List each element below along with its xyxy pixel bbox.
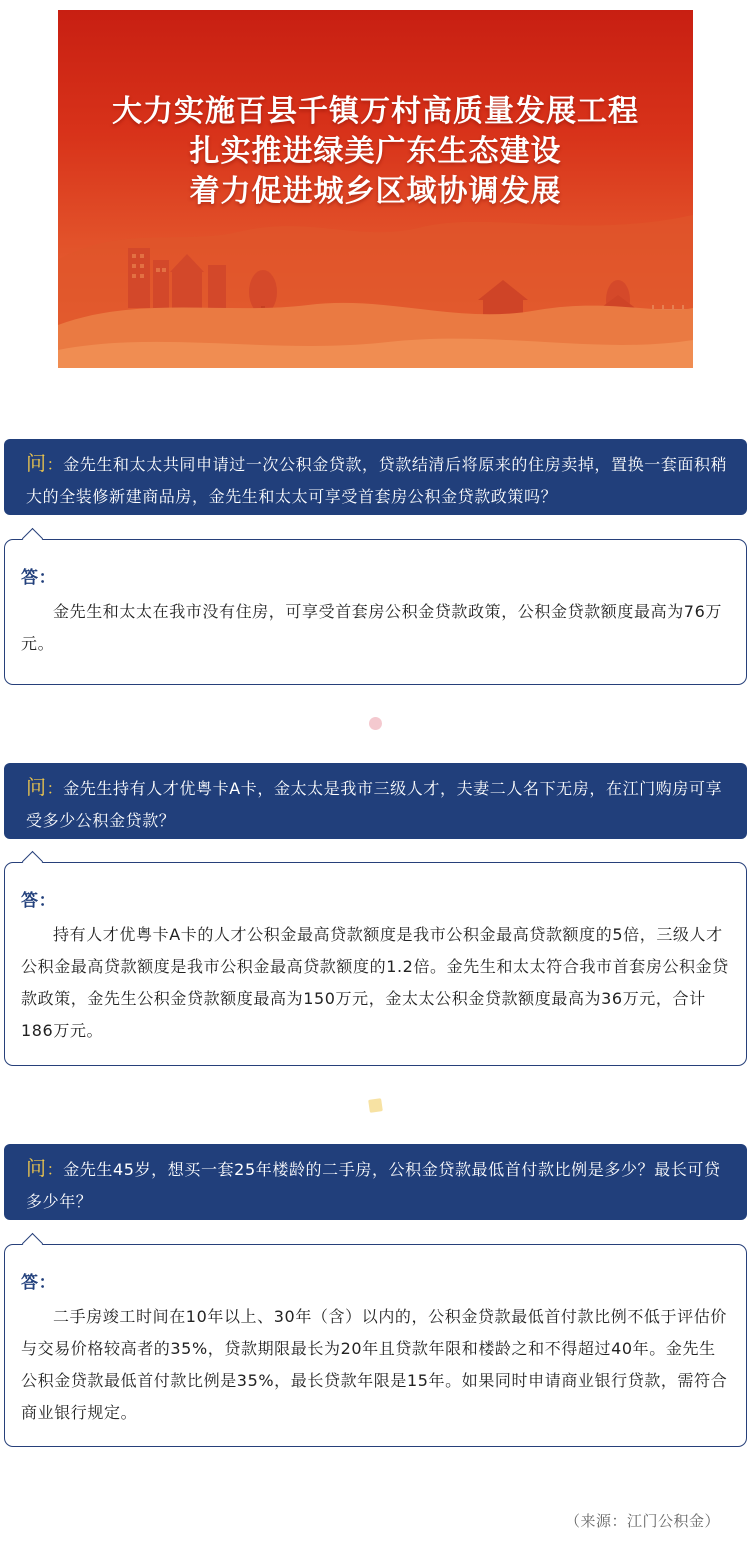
question-text: 金先生持有人才优粤卡A卡，金太太是我市三级人才，夫妻二人名下无房，在江门购房可享受多少公积金贷款？ (26, 779, 723, 830)
banner-slogans (58, 92, 693, 212)
divider-square-icon (368, 1098, 383, 1113)
question-card-3: 问：金先生45岁，想买一套25年楼龄的二手房，公积金贷款最低首付款比例是多少？最长可贷多少年？ (4, 1144, 747, 1220)
speech-notch (22, 1233, 43, 1254)
speech-notch (22, 528, 43, 549)
question-card-2: 问：金先生持有人才优粤卡A卡，金太太是我市三级人才，夫妻二人名下无房，在江门购房可享受多少公积金贷款？ (4, 763, 747, 839)
question-label: 问 (26, 1156, 47, 1180)
source-credit: （来源：江门公积金） (564, 1512, 720, 1530)
banner-slogan-3: 着力促进城乡区域协调发展 (189, 174, 562, 209)
question-text: 金先生45岁，想买一套25年楼龄的二手房，公积金贷款最低首付款比例是多少？最长可贷多少年？ (26, 1160, 721, 1211)
answer-label: 答： (21, 891, 57, 911)
banner-slogan-1: 大力实施百县千镇万村高质量发展工程 (112, 94, 639, 129)
answer-label: 答： (21, 568, 57, 588)
divider-dot-icon (369, 717, 382, 730)
answer-card-1 (4, 539, 747, 685)
answer-text: 金先生和太太在我市没有住房，可享受首套房公积金贷款政策，公积金贷款额度最高为76万元。 (21, 602, 722, 653)
banner-slogan-2: 扎实推进绿美广东生态建设 (189, 134, 562, 169)
question-label: 问 (26, 775, 47, 799)
answer-text: 二手房竣工时间在10年以上、30年（含）以内的，公积金贷款最低首付款比例不低于评估价与交易价格较高者的35%，贷款期限最长为20年且贷款年限和楼龄之和不得超过40年。金先生公积金贷款最低首付款比例是35%，最长贷款年限是15年。如果同时申请商业银行贷款，需符合商业银行规定。 (21, 1307, 728, 1422)
answer-label: 答： (21, 1273, 57, 1293)
header-banner (58, 10, 693, 368)
answer-text: 持有人才优粤卡A卡的人才公积金最高贷款额度是我市公积金最高贷款额度的5倍，三级人才公积金最高贷款额度是我市公积金最高贷款额度的1.2倍。金先生和太太符合我市首套房公积金贷款政策，金先生公积金贷款额度最高为150万元，金太太公积金贷款额度最高为36万元，合计186万元。 (21, 925, 729, 1040)
answer-card-2 (4, 862, 747, 1066)
question-card-1: 问：金先生和太太共同申请过一次公积金贷款，贷款结清后将原来的住房卖掉，置换一套面积稍大的全装修新建商品房，金先生和太太可享受首套房公积金贷款政策吗？ (4, 439, 747, 515)
question-text: 金先生和太太共同申请过一次公积金贷款，贷款结清后将原来的住房卖掉，置换一套面积稍大的全装修新建商品房，金先生和太太可享受首套房公积金贷款政策吗？ (26, 455, 728, 506)
question-label: 问 (26, 451, 47, 475)
speech-notch (22, 851, 43, 872)
answer-card-3 (4, 1244, 747, 1447)
